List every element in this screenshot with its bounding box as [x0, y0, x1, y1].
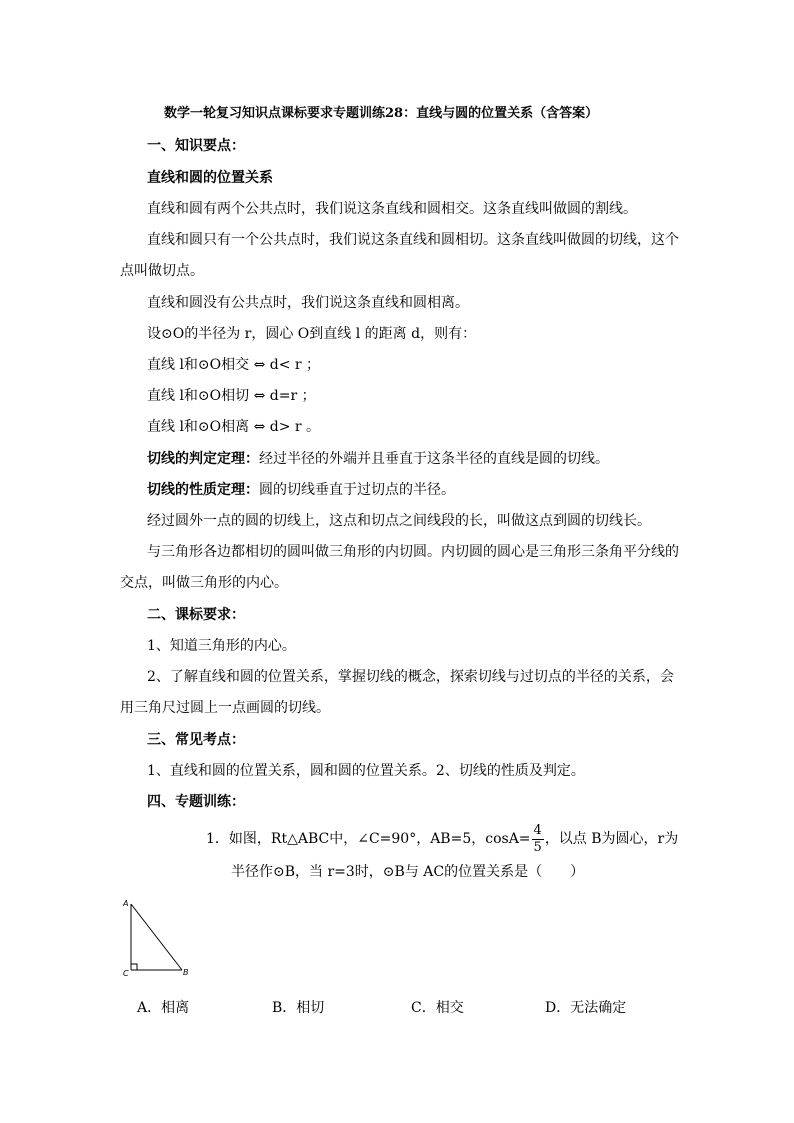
theorem-tangent-property-label: 切线的性质定理： — [147, 482, 259, 498]
right-triangle-figure — [118, 894, 198, 978]
paragraph-tangent-line2: 点叫做切点。 — [120, 263, 204, 279]
requirement-item-2-line2: 用三角尺过圆上一点画圆的切线。 — [120, 700, 330, 716]
theorem-tangent-criterion-text: 经过半径的外端并且垂直于这条半径的直线是圆的切线。 — [259, 451, 609, 467]
theorem-tangent-property-text: 圆的切线垂直于过切点的半径。 — [259, 482, 455, 498]
section3-heading: 三、常见考点： — [147, 732, 245, 748]
option-a: A．相离 — [137, 1000, 190, 1016]
paragraph-secant: 直线和圆有两个公共点时，我们说这条直线和圆相交。这条直线叫做圆的割线。 — [147, 201, 637, 217]
requirement-item-2-line1: 2、了解直线和圆的位置关系，掌握切线的概念，探索切线与过切点的半径的关系，会 — [147, 669, 674, 685]
relation-separate: 直线 l和⊙O相离 ⇔ d> r 。 — [147, 419, 321, 435]
section4-heading: 四、专题训练： — [147, 794, 245, 810]
section1-heading: 一、知识要点： — [147, 138, 245, 154]
paragraph-tangent-line1: 直线和圆只有一个公共点时，我们说这条直线和圆相切。这条直线叫做圆的切线，这个 — [147, 232, 679, 248]
section1-subheading: 直线和圆的位置关系 — [147, 170, 273, 186]
question-1-text-part2: ，以点 B为圆心，r为 — [544, 831, 679, 847]
theorem-tangent-property — [147, 480, 455, 500]
question-1-line1 — [206, 822, 678, 856]
vertex-label-b: B — [183, 968, 189, 977]
cos-fraction — [532, 823, 544, 856]
section2-heading: 二、课标要求： — [147, 607, 245, 623]
relation-intersect: 直线 l和⊙O相交 ⇔ d< r ； — [147, 357, 321, 373]
option-d: D．无法确定 — [545, 1000, 627, 1016]
question-1-line2: 半径作⊙B，当 r=3时，⊙B与 AC的位置关系是（ ） — [231, 864, 585, 880]
fraction-denominator: 5 — [533, 839, 542, 855]
paragraph-tangent-length: 经过圆外一点的圆的切线上，这点和切点之间线段的长，叫做这点到圆的切线长。 — [147, 513, 651, 529]
side-ab — [131, 904, 182, 970]
vertex-label-c: C — [123, 969, 129, 978]
option-c: C．相交 — [411, 1000, 464, 1016]
exam-point-item: 1、直线和圆的位置关系，圆和圆的位置关系。2、切线的性质及判定。 — [147, 763, 585, 779]
document-title: 数学一轮复习知识点课标要求专题训练28：直线与圆的位置关系（含答案） — [164, 106, 599, 121]
paragraph-incircle-line1: 与三角形各边都相切的圆叫做三角形的内切圆。内切圆的圆心是三角形三条角平分线的 — [147, 544, 679, 560]
fraction-numerator: 4 — [533, 822, 542, 838]
option-b: B．相切 — [272, 1000, 325, 1016]
paragraph-separate: 直线和圆没有公共点时，我们说这条直线和圆相离。 — [147, 295, 469, 311]
requirement-item-1: 1、知道三角形的内心。 — [147, 638, 296, 654]
theorem-tangent-criterion — [147, 449, 609, 469]
right-angle-mark — [131, 964, 137, 970]
relation-tangent: 直线 l和⊙O相切 ⇔ d=r ； — [147, 388, 316, 404]
theorem-tangent-criterion-label: 切线的判定定理： — [147, 451, 259, 467]
vertex-label-a: A — [123, 899, 129, 908]
paragraph-incircle-line2: 交点，叫做三角形的内心。 — [120, 575, 288, 591]
question-1-text-part1: 1．如图，Rt△ABC中，∠C=90°，AB=5，cosA= — [206, 831, 531, 847]
paragraph-setup: 设⊙O的半径为 r，圆心 O到直线 l 的距离 d，则有： — [147, 326, 477, 342]
